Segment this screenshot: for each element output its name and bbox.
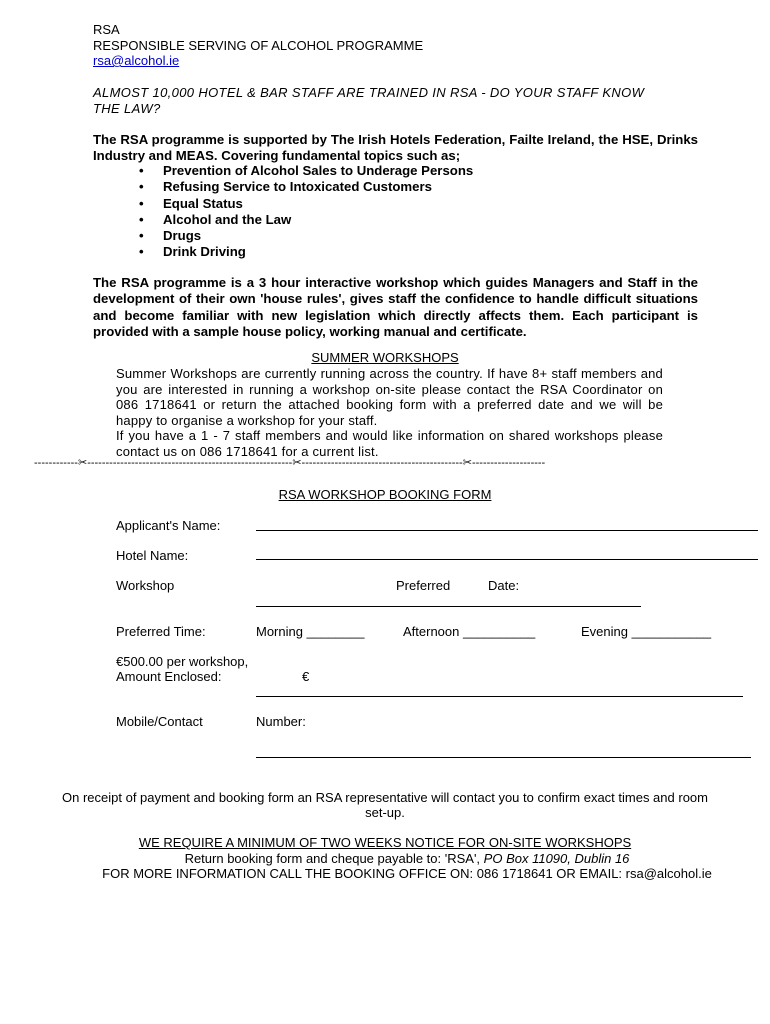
description-paragraph: The RSA programme is a 3 hour interactive workshop which guides Managers and Staff in the development of their own 'house rules', gives staff the confidence to handle difficult situations and become familiar with new legislation which directly affects them. Each participant is provided with a sample house policy, working manual and certificate.: [93, 275, 698, 339]
list-item: • Drugs: [139, 228, 202, 244]
applicant-name-label: Applicant's Name:: [116, 518, 221, 533]
summer-heading: SUMMER WORKSHOPS: [311, 350, 459, 365]
workshop-date-field[interactable]: [256, 606, 641, 607]
list-item: • Alcohol and the Law: [139, 211, 292, 227]
applicant-name-field[interactable]: [256, 530, 758, 531]
evening-option[interactable]: Evening ___________: [581, 624, 712, 639]
topics-list: [139, 163, 473, 261]
afternoon-option[interactable]: Afternoon __________: [403, 624, 536, 639]
mobile-contact-label: Mobile/Contact: [116, 714, 203, 729]
email-link[interactable]: rsa@alcohol.ie: [93, 53, 180, 68]
summer-paragraph-2: If you have a 1 - 7 staff members and would like information on shared workshops please contact us on 086 1718641 for a current list.: [116, 428, 663, 459]
org-name: RSA: [93, 22, 120, 37]
mobile-contact-field[interactable]: [256, 757, 751, 758]
euro-sign: €: [302, 669, 310, 684]
list-item: • Drink Driving: [139, 244, 246, 260]
list-item: • Refusing Service to Intoxicated Customers: [139, 179, 432, 195]
workshop-label: Workshop: [116, 578, 175, 593]
list-item: • Equal Status: [139, 195, 243, 211]
preferred-time-label: Preferred Time:: [116, 624, 206, 639]
preferred-label: Preferred: [396, 578, 451, 593]
hotel-name-field[interactable]: [256, 559, 758, 560]
summer-paragraph-1: Summer Workshops are currently running across the country. If have 8+ staff members and you are interested in running a workshop on-site please contact the RSA Coordinator on 086 1718641 or return the attached booking form with a preferred date and we will be happy to organise a workshop for your staff.: [116, 366, 663, 428]
scissors-icon: ✂: [462, 457, 472, 469]
list-item: • Prevention of Alcohol Sales to Underage Persons: [139, 163, 474, 178]
hotel-name-label: Hotel Name:: [116, 548, 189, 563]
scissors-icon: ✂: [292, 457, 302, 469]
return-instructions: [0, 851, 770, 867]
number-label: Number:: [256, 714, 306, 729]
notice-requirement: WE REQUIRE A MINIMUM OF TWO WEEKS NOTICE FOR ON-SITE WORKSHOPS: [138, 835, 632, 850]
more-info-line: FOR MORE INFORMATION CALL THE BOOKING OFFICE ON: 086 1718641 OR EMAIL: rsa@alcohol.ie: [102, 866, 712, 881]
form-title: RSA WORKSHOP BOOKING FORM: [278, 487, 492, 502]
return-address: PO Box 11090, Dublin 16: [483, 851, 630, 866]
programme-title: RESPONSIBLE SERVING OF ALCOHOL PROGRAMME: [93, 38, 424, 53]
amount-enclosed-field[interactable]: [256, 696, 743, 697]
cut-line: ------------✂--------------------------------------------------------✂--------------------------------------------✂--------------------: [34, 457, 546, 469]
scissors-icon: ✂: [77, 457, 88, 469]
tagline-line-2: THE LAW?: [93, 101, 161, 116]
return-prefix: Return booking form and cheque payable to: 'RSA',: [184, 851, 481, 866]
intro-paragraph: The RSA programme is supported by The Irish Hotels Federation, Failte Ireland, the HSE, Drinks Industry and MEAS. Covering fundamental topics such as;: [93, 132, 698, 164]
price-label: €500.00 per workshop,: [116, 654, 249, 669]
amount-enclosed-label: Amount Enclosed:: [116, 669, 222, 684]
tagline-line-1: ALMOST 10,000 HOTEL & BAR STAFF ARE TRAINED IN RSA - DO YOUR STAFF KNOW: [93, 85, 645, 100]
morning-option[interactable]: Morning ________: [256, 624, 365, 639]
date-label: Date:: [488, 578, 520, 593]
receipt-note-line-2: set-up.: [365, 805, 405, 820]
receipt-note-line-1: On receipt of payment and booking form an RSA representative will contact you to confirm exact times and room: [62, 790, 708, 805]
